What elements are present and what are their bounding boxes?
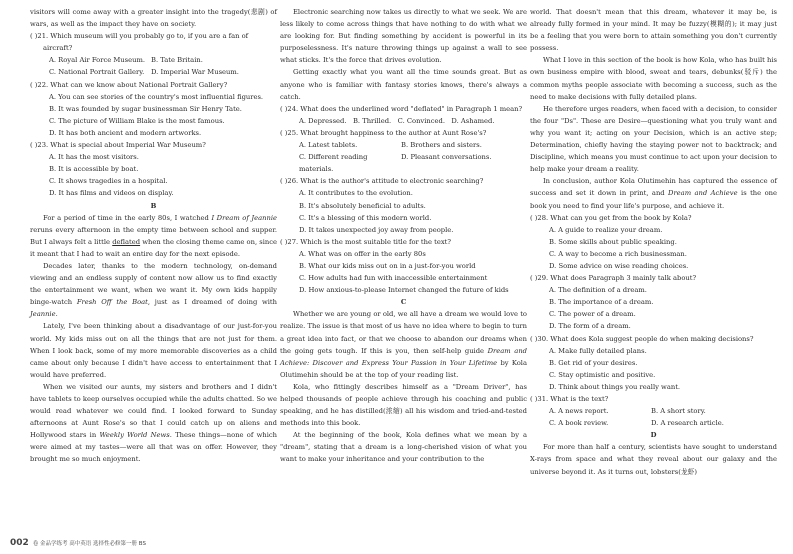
option-31-d: D. A research article. bbox=[651, 419, 724, 428]
column-left bbox=[30, 6, 277, 466]
question-24: ( )24. What does the underlined word "deflated" in Paragraph 1 mean? bbox=[280, 104, 523, 113]
option-28-a: A. A guide to realize your dream. bbox=[549, 225, 663, 234]
passage-b-paragraph-1: For a period of time in the early 80s, I watched I Dream of Jeannie reruns every afternoon in the empty time between school and supper. But I always felt a little deflated when the closing theme came on, since it meant that I had to wait an entire day for the next episode. bbox=[30, 213, 278, 258]
passage-b-paragraph-4: When we visited our aunts, my sisters and brothers and I didn't have tablets to keep ourselves occupied while the adults chatted. So we would read whatever we could find. I looked forward to Sunday afternoons at Aunt Rose's so that I could catch up on aliens and Hollywood stars in Weekly World News. These things—none of which were aimed at my tastes—were all that was on offer. However, they brought me so much enjoyment. bbox=[30, 382, 278, 464]
option-25-c: C. Different reading materials. bbox=[299, 153, 368, 174]
option-21-d: D. Imperial War Museum. bbox=[151, 68, 239, 77]
option-31-c: C. A book review. bbox=[549, 419, 609, 428]
passage-c-paragraph-1: Whether we are young or old, we all have a dream we would love to realize. The issue is that most of us have no idea where to begin to turn a great idea into fact, or that we choose to abandon our dreams when the going gets tough. If this is you, then self-help guide Dream and Achieve: Discover and Express Your Passion in Your Lifetime by Kola Olutimehin should be at the top of your reading list. bbox=[280, 310, 527, 379]
page-number: 002 bbox=[10, 538, 29, 548]
option-29-c: C. The power of a dream. bbox=[549, 310, 636, 319]
option-27-c: C. How adults had fun with inaccessible entertainment bbox=[299, 274, 488, 283]
option-25-d: D. Pleasant conversations. bbox=[401, 153, 492, 162]
passage-c-paragraph-5: He therefore urges readers, when faced with a decision, to consider the four "Ds". These are Desire—questioning what you truly want and why you want it; acting on your Decision, which is an active step; Determination, chiefly having the staying power not to backtrack; and Discipline, which means you must continue to act upon your decision to help make your dream a reality. bbox=[530, 104, 777, 174]
option-26-b: B. It's absolutely beneficial to adults. bbox=[299, 201, 426, 210]
passage-c-paragraph-3: At the beginning of the book, Kola defines what we mean by a "dream", stating that a dream is a long-cherished vision of what you want to make your inheritance and your contribution to the bbox=[280, 431, 527, 464]
passage-c-paragraph-4: What I love in this section of the book is how Kola, who has built his own business empire with blood, sweat and tears, debunks(驳斥) the common myths people associate with becoming a success, such as the need to make decisions with fully detailed plans. bbox=[530, 56, 777, 101]
option-30-c: C. Stay optimistic and positive. bbox=[549, 370, 656, 379]
option-25-a: A. Latest tablets. bbox=[299, 141, 358, 150]
option-22-a: A. You can see stories of the country's most influential figures. bbox=[49, 92, 264, 101]
section-d-heading: D bbox=[650, 431, 657, 440]
paragraph-intro: visitors will come away with a greater insight into the tragedy(悲剧) of wars, as well as the impact they have on society. bbox=[30, 8, 277, 29]
column-right bbox=[530, 6, 777, 478]
option-23-b: B. It is accessible by boat. bbox=[49, 165, 139, 174]
options-31-row1 bbox=[530, 405, 777, 417]
section-c-heading: C bbox=[400, 298, 407, 307]
options-24: A. Depressed. B. Thrilled. C. Convinced. D. Ashamed. bbox=[299, 116, 495, 125]
option-22-d: D. It has both ancient and modern artworks. bbox=[49, 128, 202, 137]
option-27-d: D. How anxious-to-please Internet changed the future of kids bbox=[299, 286, 509, 295]
option-27-a: A. What was on offer in the early 80s bbox=[299, 249, 426, 258]
option-27-b: B. What our kids miss out on in a just-for-you world bbox=[299, 261, 476, 270]
option-22-b: B. It was founded by sugar businessman Sir Henry Tate. bbox=[49, 104, 242, 113]
option-29-b: B. The importance of a dream. bbox=[549, 298, 654, 307]
option-31-a: A. A news report. bbox=[549, 407, 609, 416]
option-30-d: D. Think about things you really want. bbox=[549, 382, 681, 391]
options-25-row1 bbox=[280, 139, 527, 151]
question-23: ( )23. What is special about Imperial War Museum? bbox=[30, 141, 206, 150]
passage-b-paragraph-3: Lately, I've been thinking about a disadvantage of our just-for-you world. My kids miss out on all the things that are not just for them. When I look back, some of my more memorable discoveries as a child came about only because I didn't have access to entertainment that I would have preferred. bbox=[30, 322, 277, 379]
question-29: ( )29. What does Paragraph 3 mainly talk about? bbox=[530, 274, 697, 283]
question-21: ( )21. Which museum will you probably go to, if you are a fan of aircraft? bbox=[30, 32, 249, 53]
option-23-a: A. It has the most visitors. bbox=[49, 153, 139, 162]
passage-b-paragraph-5: Electronic searching now takes us directly to what we seek. We are less likely to come across things that have nothing to do with what we are looking for. But finding something by accident is powerful in its purposelessness. It's nature throwing things up against a wall to see what sticks. It's the force that drives evolution. bbox=[280, 8, 527, 65]
passage-b-paragraph-6: Getting exactly what you want all the time sounds great. But as anyone who is familiar with fantasy stories knows, there's always a catch. bbox=[280, 68, 527, 101]
passage-c-paragraph-6: In conclusion, author Kola Olutimehin has captured the essence of success and set it down in print, and Dream and Achieve is the one book you need to find your life's purpose, and achieve it. bbox=[530, 177, 777, 210]
question-26: ( )26. What is the author's attitude to electronic searching? bbox=[280, 177, 484, 186]
passage-d-paragraph-1: For more than half a century, scientists have sought to understand X-rays from space and what they reveal about our galaxy and the universe beyond it. As it turns out, lobsters(龙虾) bbox=[530, 443, 777, 476]
passage-c-paragraph-3-cont: world. That doesn't mean that this dream, whatever it may be, is already fully formed in your mind. It may be fuzzy(模糊的); it may just be a feeling that you were born to attain something you don't currently possess. bbox=[530, 8, 777, 53]
option-21-b: B. Tate Britain. bbox=[151, 56, 203, 65]
options-21-row1 bbox=[30, 54, 277, 66]
passage-b-paragraph-2: Decades later, thanks to the modern technology, on-demand viewing and an endless supply of content now allow us to find exactly the entertainment we want, when we want it. My own kids happily binge-watch Fresh Off the Boat, just as I dreamed of doing with Jeannie. bbox=[30, 261, 277, 319]
option-30-b: B. Get rid of your desires. bbox=[549, 358, 638, 367]
option-21-c: C. National Portrait Gallery. bbox=[49, 68, 145, 77]
options-31-row2 bbox=[530, 417, 777, 429]
column-middle bbox=[280, 6, 527, 466]
option-21-a: A. Royal Air Force Museum. bbox=[49, 56, 145, 65]
underlined-word: deflated bbox=[112, 237, 141, 246]
question-27: ( )27. Which is the most suitable title for the text? bbox=[280, 237, 451, 246]
option-26-c: C. It's a blessing of this modern world. bbox=[299, 213, 432, 222]
section-b-heading: B bbox=[150, 201, 157, 210]
option-28-d: D. Some advice on wise reading choices. bbox=[549, 261, 689, 270]
option-30-a: A. Make fully detailed plans. bbox=[549, 346, 647, 355]
option-23-d: D. It has films and videos on display. bbox=[49, 189, 174, 198]
passage-c-paragraph-2: Kola, who fittingly describes himself as a "Dream Driver", has helped thousands of people achieve through his coaching and public speaking, and he has distilled(浓缩) all his wisdom and tried-and-tested methods into this book. bbox=[280, 382, 527, 428]
page-footer bbox=[10, 538, 146, 548]
option-31-b: B. A short story. bbox=[651, 407, 706, 416]
option-26-a: A. It contributes to the evolution. bbox=[299, 189, 413, 198]
options-21-row2 bbox=[30, 66, 277, 78]
question-28: ( )28. What can you get from the book by Kola? bbox=[530, 213, 692, 222]
option-29-a: A. The definition of a dream. bbox=[549, 286, 647, 295]
option-29-d: D. The form of a dream. bbox=[549, 322, 631, 331]
option-25-b: B. Brothers and sisters. bbox=[401, 141, 482, 150]
option-26-d: D. It takes unexpected joy away from people. bbox=[299, 225, 454, 234]
option-28-b: B. Some skills about public speaking. bbox=[549, 237, 677, 246]
footer-text: 卷 金品学练考 高中英语 选择性必修第一册 BS bbox=[32, 541, 146, 547]
options-25-row2 bbox=[280, 151, 527, 175]
question-30: ( )30. What does Kola suggest people do when making decisions? bbox=[530, 334, 754, 343]
question-22: ( )22. What can we know about National Portrait Gallery? bbox=[30, 80, 228, 89]
question-25: ( )25. What brought happiness to the author at Aunt Rose's? bbox=[280, 128, 487, 137]
option-28-c: C. A way to become a rich businessman. bbox=[549, 249, 687, 258]
option-23-c: C. It shows tragedies in a hospital. bbox=[49, 177, 168, 186]
question-31: ( )31. What is the text? bbox=[530, 395, 609, 403]
option-22-c: C. The picture of William Blake is the most famous. bbox=[49, 116, 225, 125]
